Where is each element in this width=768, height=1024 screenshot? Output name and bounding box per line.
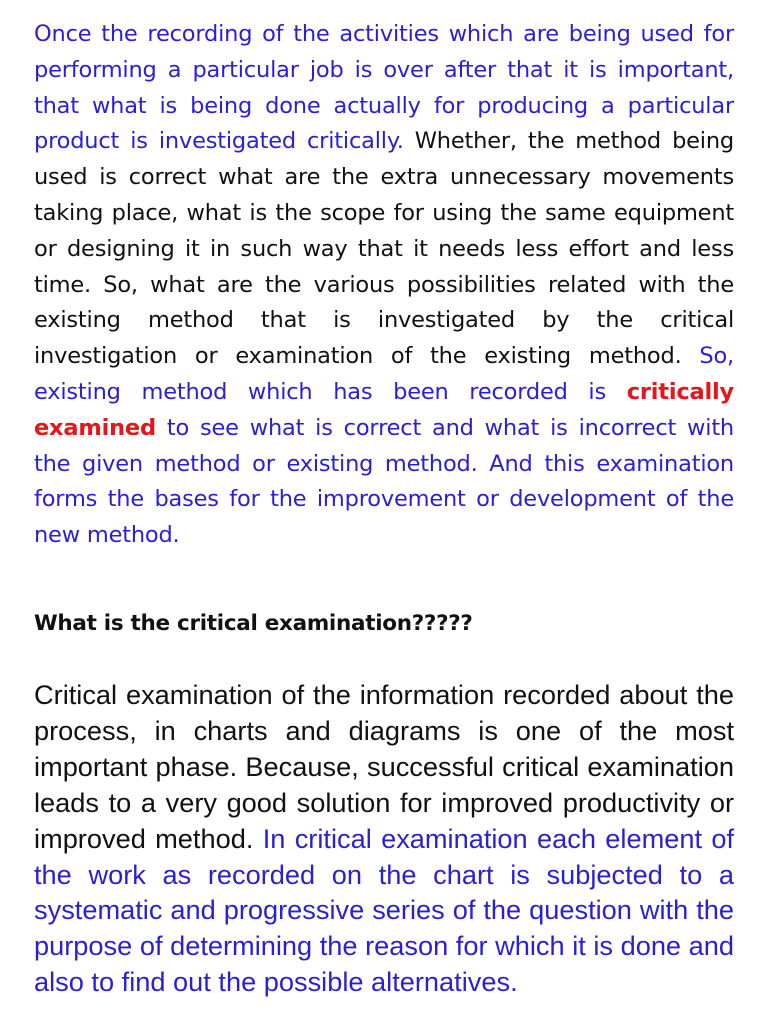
highlight-critically-examined: critically examined: [34, 378, 734, 441]
section-heading: What is the critical examination?????: [34, 611, 473, 636]
definition-black-text: Critical examination of the information recorded about the process, in charts and diagrams is one of the most important phase. Because, successful critical examination leads to a very good solution for improved productivity or improved method.: [34, 679, 734, 854]
definition-blue-text: In critical examination each element of the work as recorded on the chart is subjected to a systematic and progressive series of the question with the purpose of determining the reason for which it is done and also to find out the possible alternatives.: [34, 822, 735, 998]
intro-black-sentences: Whether, the method being used is correct what are the extra unnecessary movements taking place, what is the scope for using the same equipment or designing it in such way that it needs less effort and less time. So, what are the various possibilities related with the existing method that is investigated by the critical investigation or examination of the existing method.: [34, 128, 734, 370]
intro-paragraph: [34, 17, 734, 554]
intro-blue-lead: So, existing method which has been recorded is: [34, 343, 734, 405]
intro-blue-tail: to see what is correct and what is incorrect with the given method or existing method. And this examination forms the bases for the improvement or development of the new method.: [34, 414, 734, 549]
definition-paragraph: [34, 677, 734, 1000]
intro-blue-sentence: Once the recording of the activities which are being used for performing a particular job is over after that it is important, that what is being done actually for producing a particular product is investigated critically.: [34, 21, 734, 155]
